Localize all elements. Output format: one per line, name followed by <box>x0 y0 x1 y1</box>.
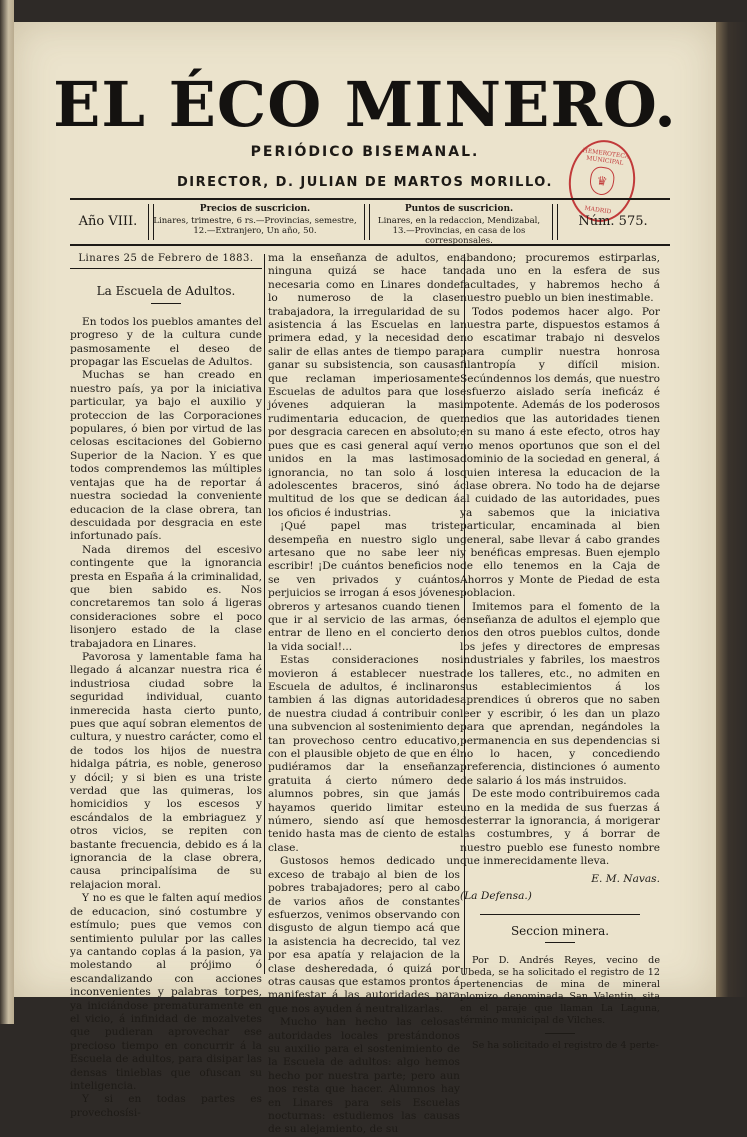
paragraph: ma la enseñanza de adultos, en ninguna quizá se hace tan necesaria como en Linares donde lo numeroso de la clase trabajadora, la irregularidad de su asistencia á las Escuelas en la primera edad, y la necesidad de salir de ellas antes de tiempo para ganar su subsistencia, son causas que reclaman imperiosamente Escuelas de adultos para que los jóvenes adquieran la mas rudimentaria educacion, de que por desgracia carecen en absoluto; pues que es casi general aquí ver unidos en la mas lastimosa ignorancia, no tan solo á los adolescentes braceros, sinó á multitud de los que se dedican á los oficios é industrias. <box>268 252 460 519</box>
stamp-top-text: HEMEROTECA MUNICIPAL <box>582 147 630 167</box>
scan-edge-left <box>0 0 14 1024</box>
paragraph: En todos los pueblos amantes del progreso y de la cultura cunde pasmosamente el deseo de propagar las Escuelas de Adultos. <box>70 315 262 369</box>
paragraph: Se ha solicitado el registro de 4 perte- <box>472 1039 659 1051</box>
paragraph: Muchas se han creado en nuestro país, ya por la iniciativa particular, ya bajo el auxilio y proteccion de las Corporaciones populares, ó bien por virtud de las celosas escitaciones del Gobierno Superior de la Nacion. Y es que todos comprendemos las múltiples ventajas que ha de reportar á nuestra sociedad la conveniente educacion de la clase obrera, tan descuidada por desgracia en este infortunado país. <box>70 369 262 543</box>
dateline: Linares 25 de Febrero de 1883. <box>70 252 262 269</box>
newspaper-page <box>14 22 716 1136</box>
paragraph: abandono; procuremos estirparlas, cada uno en la esfera de sus facultades, y habremos hecho á nuestro pueblo un bien inestimable. <box>460 252 660 305</box>
masthead-director: DIRECTOR, D. JULIAN DE MARTOS MORILLO. <box>176 175 553 190</box>
item-rule <box>545 1033 575 1034</box>
paragraph: Estas consideraciones nos movieron á establecer nuestra Escuela de adultos, é inclinaron tambien á las dignas autoridades de nuestra ciudad á contribuir con una subvencion al sostenimiento de tan provechoso centro educativo, con el plausible objeto de que en él pudiéramos dar la enseñanza gratuita á cierto número de alumnos pobres, sin que jamás hayamos querido limitar este número, siendo así que hemos tenido hasta mas de ciento de esta clase. <box>268 654 460 854</box>
points-text: Linares, en la redaccion, Mendizabal, 13.—Provincias, en casa de los corresponsales. <box>377 216 541 246</box>
stamp-bottom-text: MADRID <box>584 204 612 216</box>
masthead-subtitle: PERIÓDICO BISEMANAL. <box>250 144 480 160</box>
title-rule <box>151 303 181 304</box>
prices-heading: Precios de suscricion. <box>199 204 311 214</box>
paragraph: Todos podemos hacer algo. Por nuestra parte, dispuestos estamos á no escatimar trabajo ni desvelos para cumplir nuestra honrosa filantropía y difícil mision. Secúndennos los demás, que nuestro esfuerzo aislado sería ineficáz é impotente. Además de los poderosos medios que las autoridades tienen en su mano á este efecto, otros hay no menos oportunos que son el del dominio de la sociedad en general, á quien interesa la educacion de la clase obrera. No todo ha de dejarse al cuidado de las autoridades, pues ya sabemos que la iniciativa particular, encaminada al bien general, sabe llevar á cabo grandes y benéficas empresas. Buen ejemplo de ello tenemos en la Caja de Ahorros y Monte de Piedad de esta poblacion. <box>460 305 660 600</box>
article-title: La Escuela de Adultos. <box>96 284 236 299</box>
masthead-title: EL ÉCO MINERO. <box>53 68 677 141</box>
crown-crest-icon: ♛ <box>588 165 616 196</box>
column-3 <box>460 252 660 1052</box>
article-source: (La Defensa.) <box>460 890 532 903</box>
subscription-info-bar <box>70 198 670 246</box>
paragraph: Mucho han hecho las celosas autoridades locales prestándonos su auxilio para el sostenimiento de la Escuela de adultos: algo hemos hecho por nuestra parte; pero aun nos resta que hacer. Alumnos hay en Linares para seis Escuelas nocturnas: estudiemos las causas de su alejamiento, de su <box>268 1016 460 1136</box>
prices-text: Linares, trimestre, 6 rs.—Provincias, semestre, 12.—Extranjero, Un año, 50. <box>153 216 357 236</box>
paragraph: De este modo contribuiremos cada uno en la medida de sus fuerzas á desterrar la ignorancia, á morigerar las costumbres, y á borrar de nuestro pueblo ese funesto nombre que inmerecidamente lleva. <box>460 788 660 868</box>
paragraph: ¡Qué papel mas triste desempeña en nuestro siglo un artesano que no sabe leer ni escribir! ¡De cuántos beneficios no se ven privados y cuántos perjuicios se irrogan á esos jóvenes obreros y artesanos cuando tienen que ir al servicio de las armas, ó entrar de lleno en el concierto de la vida social!... <box>268 520 460 653</box>
paragraph: Pavorosa y lamentable fama ha llegado á alcanzar nuestra rica é industriosa ciudad sobre la seguridad individual, cuanto inmerecida hasta cierto punto, pues que aquí sobran elementos de cultura, y nuestro carácter, como el de todos los hijos de nuestra hidalga pátria, es noble, generoso y dócil; y si bien es una triste verdad que las quimeras, los homicidios y los escesos y escándalos de la embriaguez y otros vicios, se repiten con bastante frecuencia, debido es á la ignorancia de la clase obrera, causa principalísima de su relajacion moral. <box>70 650 262 891</box>
section-title-rule <box>545 942 575 943</box>
column-1 <box>70 252 262 1120</box>
paragraph: Gustosos hemos dedicado un exceso de trabajo al bien de los pobres trabajadores; pero al cabo de varios años de constantes esfuerzos, venimos observando con disgusto de algun tiempo acá que la asistencia ha decrecido, tal vez por esa apatía y relajacion de la clase desheredada, ó quizá por otras causas que estamos prontos á manifestar á las autoridades para que nos ayuden á neutralizarlas. <box>268 855 460 1015</box>
column-2 <box>268 252 460 1137</box>
issue-number: Núm. 575. <box>578 214 648 229</box>
subscription-points <box>370 200 548 244</box>
section-rule <box>480 914 640 915</box>
scan-edge-right <box>716 22 747 997</box>
article-signature: E. M. Navas. <box>591 872 660 885</box>
paragraph: Nada diremos del escesivo contingente que la ignorancia presta en España á la criminalidad, que bien sabido es. Nos concretaremos tan solo á ligeras consideraciones sobre el poco lisonjero estado de la clase trabajadora en Linares. <box>70 543 262 650</box>
year-label: Año VIII. <box>78 214 138 229</box>
paragraph: Y si en todas partes es provechosísi- <box>70 1093 262 1119</box>
column-rule <box>264 254 265 974</box>
section-title: Seccion minera. <box>510 923 610 938</box>
points-heading: Puntos de suscricion. <box>404 204 514 214</box>
paragraph: Por D. Andrés Reyes, vecino de Ubeda, se ha solicitado el registro de 12 pertenencias de mina de mineral plomizo denominada San Valentin, sita en el paraje que llaman La Laguna, término municipal de Vilches. <box>460 954 660 1026</box>
subscription-prices <box>150 200 360 244</box>
paragraph: Y no es que le falten aquí medios de educacion, sinó costumbre y estímulo; pues que vemos con sentimiento pulular por las calles ya cantando coplas á la pasion, ya molestando al prójimo ó escandalizando con acciones inconvenientes y palabras torpes, ya iniciándose prematuramente en el vicio, á infinidad de mozalvetes que pudieran aprovechar ese precioso tiempo en concurrir á la Escuela de adultos, para disipar las densas tinieblas que ofuscan su inteligencia. <box>70 892 262 1092</box>
paragraph: Imitemos para el fomento de la enseñanza de adultos el ejemplo que nos den otros pueblos cultos, donde los jefes y directores de empresas industriales y fabriles, los maestros de los talleres, etc., no admiten en sus establecimientos á los aprendices ú obreros que no saben leer y escribir, ó les dan un plazo para que aprendan, negándoles la permanencia en sus dependencias si no lo hacen, y concediendo preferencia, distinciones ó aumento de salario á los más instruidos. <box>460 600 660 787</box>
